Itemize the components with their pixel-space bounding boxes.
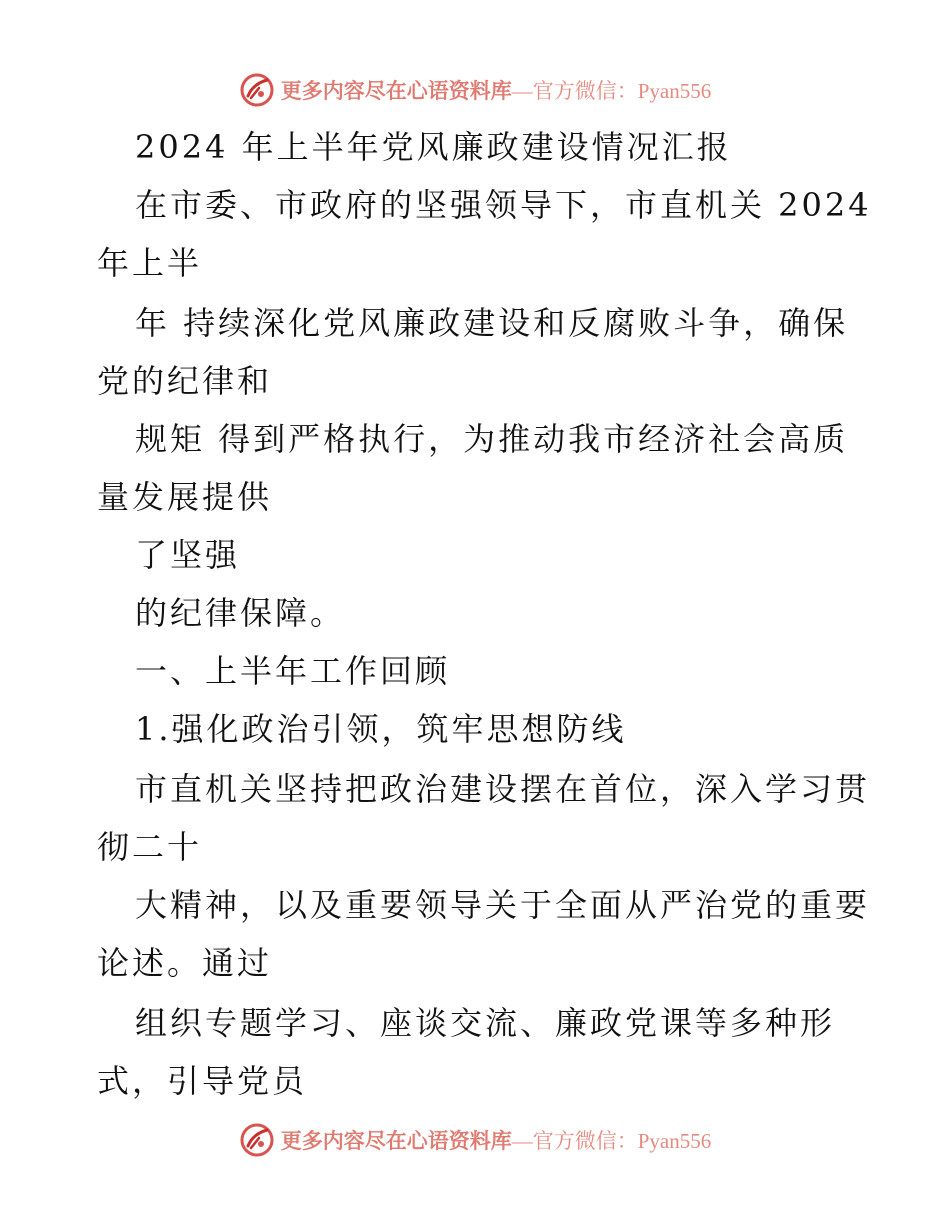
- paragraph-line: 规矩 得到严格执行，为推动我市经济社会高质: [135, 420, 849, 458]
- banner-text-sub: —官方微信：Pyan556: [511, 1129, 712, 1153]
- banner-text: [281, 75, 712, 105]
- paragraph-line: 市直机关坚持把政治建设摆在首位，深入学习贯: [135, 770, 871, 808]
- document-title: 2024 年上半年党风廉政建设情况汇报: [135, 128, 732, 166]
- paragraph-line: 彻二十: [97, 828, 203, 866]
- paragraph-line: 量发展提供: [97, 478, 273, 516]
- paragraph-line: 年 持续深化党风廉政建设和反腐败斗争，确保: [135, 304, 849, 342]
- banner-text-main: 更多内容尽在心语资料库: [280, 79, 512, 103]
- paragraph-line: 论述。通过: [97, 944, 273, 982]
- paragraph-line: 党的纪律和: [97, 362, 273, 400]
- paragraph-line: 年上半: [97, 244, 203, 282]
- footer-banner: [0, 1120, 950, 1160]
- brush-seal-icon: [239, 1122, 275, 1158]
- paragraph-line: 组织专题学习、座谈交流、廉政党课等多种形: [135, 1004, 836, 1042]
- banner-text-sub: —官方微信：Pyan556: [511, 79, 712, 103]
- banner-text: [281, 1125, 712, 1155]
- header-banner: [0, 70, 950, 110]
- paragraph-line: 在市委、市政府的坚强领导下，市直机关 2024: [135, 186, 872, 224]
- banner-text-main: 更多内容尽在心语资料库: [280, 1129, 512, 1153]
- section-heading: 一、上半年工作回顾: [135, 652, 451, 690]
- paragraph-line: 式，引导党员: [97, 1062, 308, 1100]
- paragraph-line: 了坚强: [135, 536, 241, 574]
- subsection-heading: 1.强化政治引领，筑牢思想防线: [135, 710, 627, 748]
- paragraph-line: 大精神，以及重要领导关于全面从严治党的重要: [135, 886, 871, 924]
- brush-seal-icon: [239, 72, 275, 108]
- paragraph-line: 的纪律保障。: [135, 594, 346, 632]
